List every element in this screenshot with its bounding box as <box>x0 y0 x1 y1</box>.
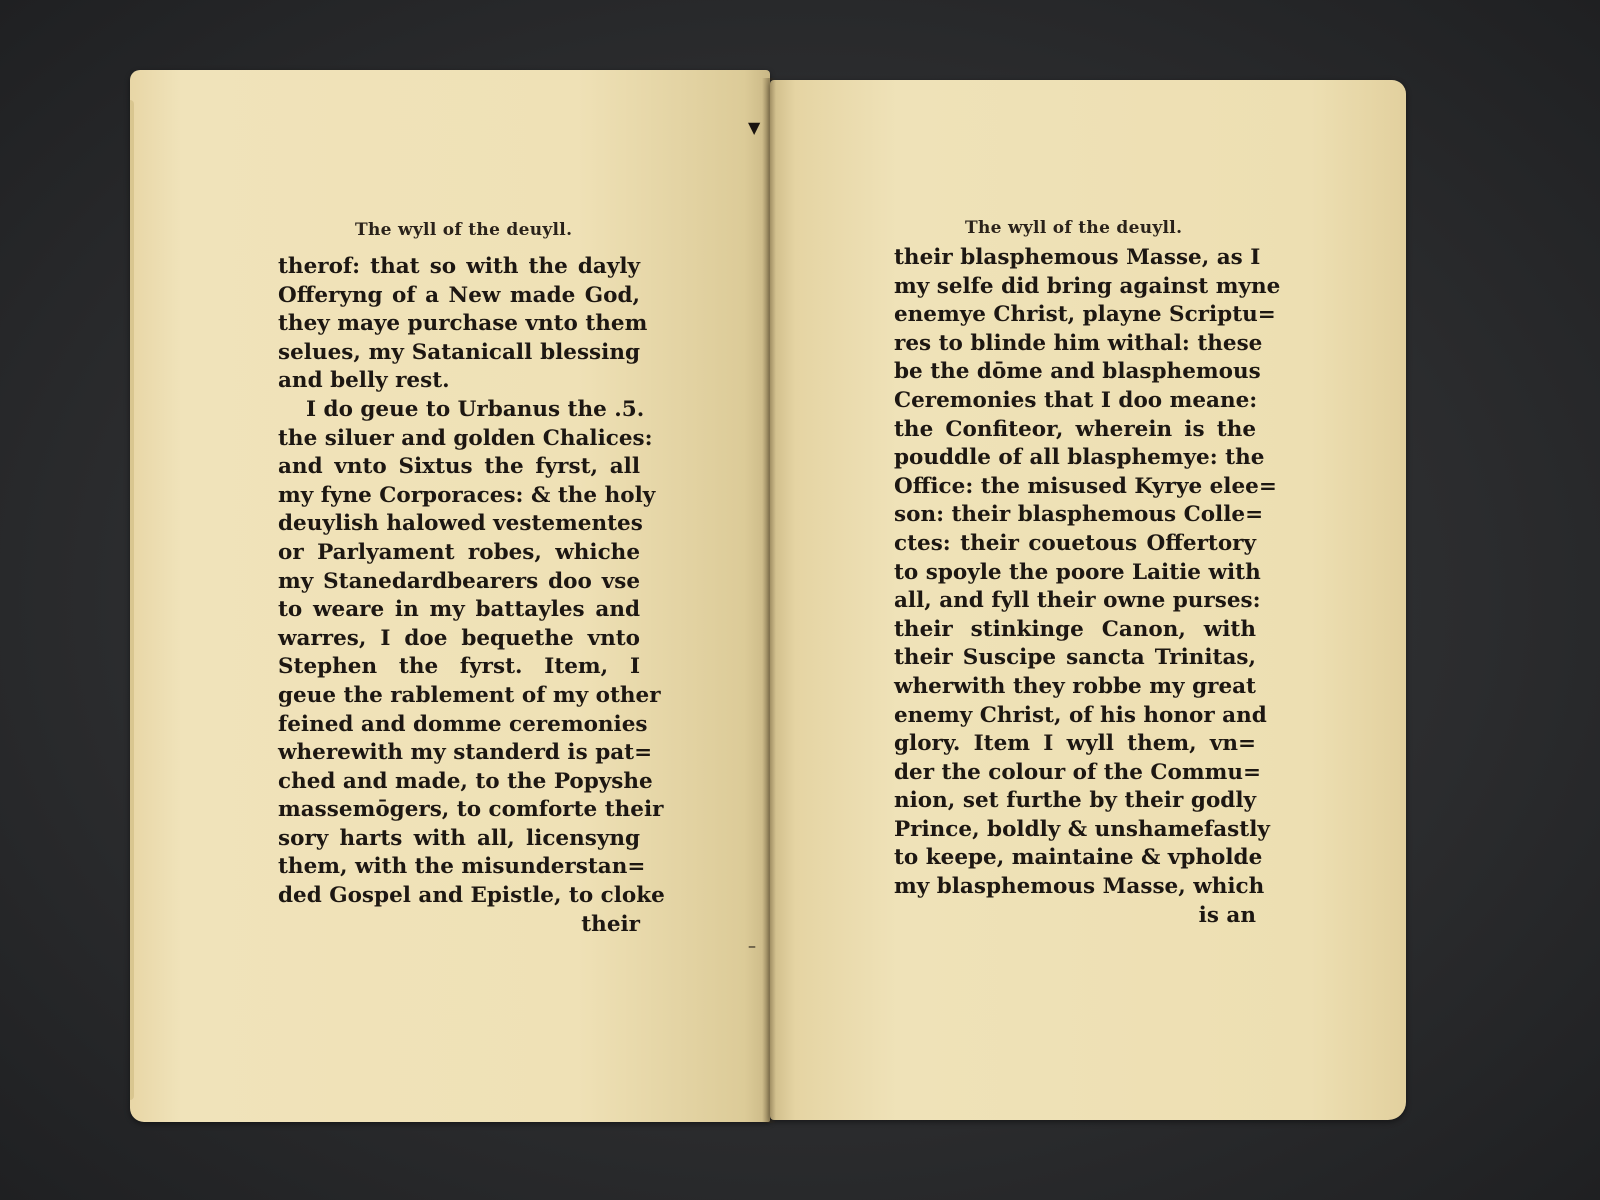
text-line: and belly rest. <box>278 368 450 394</box>
text-line: be the dōme and blasphemous <box>894 359 1261 385</box>
text-line: enemye Christ, playne Scriptu= <box>894 302 1276 328</box>
text-line: pouddle of all blasphemye: the <box>894 445 1265 471</box>
text-line: Offeryng of a New made God, <box>278 282 640 308</box>
text-line: ctes: their couetous Offertory <box>894 530 1256 556</box>
right-catchword: is an <box>1198 902 1256 928</box>
text-line: glory. Item I wyll them, vn= <box>894 731 1256 757</box>
text-line: to spoyle the poore Laitie with <box>894 559 1261 585</box>
text-line: sory harts with all, licensyng <box>278 825 640 851</box>
text-line: der the colour of the Commu= <box>894 759 1262 785</box>
text-line: son: their blasphemous Colle= <box>894 502 1264 528</box>
text-line: wherwith they robbe my great <box>894 673 1256 699</box>
text-line: wherewith my standerd is pat= <box>278 740 653 766</box>
left-text-block <box>278 253 665 939</box>
text-line: feined and domme ceremonies <box>278 711 648 737</box>
left-page <box>130 70 770 1122</box>
open-book <box>130 68 1420 1128</box>
binding-thread-bottom: – <box>748 936 756 955</box>
text-line: ched and made, to the Popyshe <box>278 768 653 794</box>
left-running-head: The wyll of the deuyll. <box>355 220 573 240</box>
text-line: my fyne Corporaces: & the holy <box>278 482 656 508</box>
text-line: therof: that so with the dayly <box>278 254 640 279</box>
text-line: all, and fyll their owne purses: <box>894 588 1261 614</box>
right-text-block <box>894 244 1281 930</box>
text-line: and vnto Sixtus the fyrst, all <box>278 454 640 480</box>
text-line: them, with the misunderstan= <box>278 854 646 880</box>
text-line: Stephen the fyrst. Item, I <box>278 654 640 680</box>
left-page-edge <box>130 100 134 1100</box>
text-line: Office: the misused Kyrye elee= <box>894 473 1277 499</box>
text-line: geue the rablement of my other <box>278 682 661 708</box>
text-line: I do geue to Urbanus the .5. <box>306 396 645 422</box>
text-line: Ceremonies that I doo meane: <box>894 387 1258 413</box>
text-line: to keepe, maintaine & vpholde <box>894 845 1263 871</box>
text-line: to weare in my battayles and <box>278 597 640 623</box>
text-line: nion, set furthe by their godly <box>894 788 1256 814</box>
left-catchword: their <box>581 911 640 937</box>
text-line: their blasphemous Masse, as I <box>894 245 1261 270</box>
text-line: ded Gospel and Epistle, to cloke <box>278 883 665 909</box>
text-line: their stinkinge Canon, with <box>894 616 1256 642</box>
right-running-head: The wyll of the deuyll. <box>965 218 1183 238</box>
text-line: Prince, boldly & unshamefastly <box>894 816 1270 842</box>
binding-thread-top: ▼ <box>748 118 761 137</box>
text-line: my selfe did bring against myne <box>894 273 1281 299</box>
book-gutter <box>762 78 776 1123</box>
text-line: warres, I doe bequethe vnto <box>278 625 640 651</box>
text-line: the Confiteor, wherein is the <box>894 416 1256 442</box>
right-page <box>770 80 1406 1120</box>
text-line: selues, my Satanicall blessing <box>278 339 640 365</box>
text-line: they maye purchase vnto them <box>278 311 648 337</box>
text-line: deuylish halowed vestementes <box>278 511 643 537</box>
text-line: my Stanedardbearers doo vse <box>278 568 640 594</box>
text-line: their Suscipe sancta Trinitas, <box>894 645 1256 671</box>
text-line: my blasphemous Masse, which <box>894 874 1265 900</box>
text-line: enemy Christ, of his honor and <box>894 702 1267 728</box>
text-line: res to blinde him withal: these <box>894 330 1263 356</box>
text-line: the siluer and golden Chalices: <box>278 425 653 451</box>
text-line: or Parlyament robes, whiche <box>278 539 640 565</box>
text-line: massemōgers, to comforte their <box>278 797 664 823</box>
